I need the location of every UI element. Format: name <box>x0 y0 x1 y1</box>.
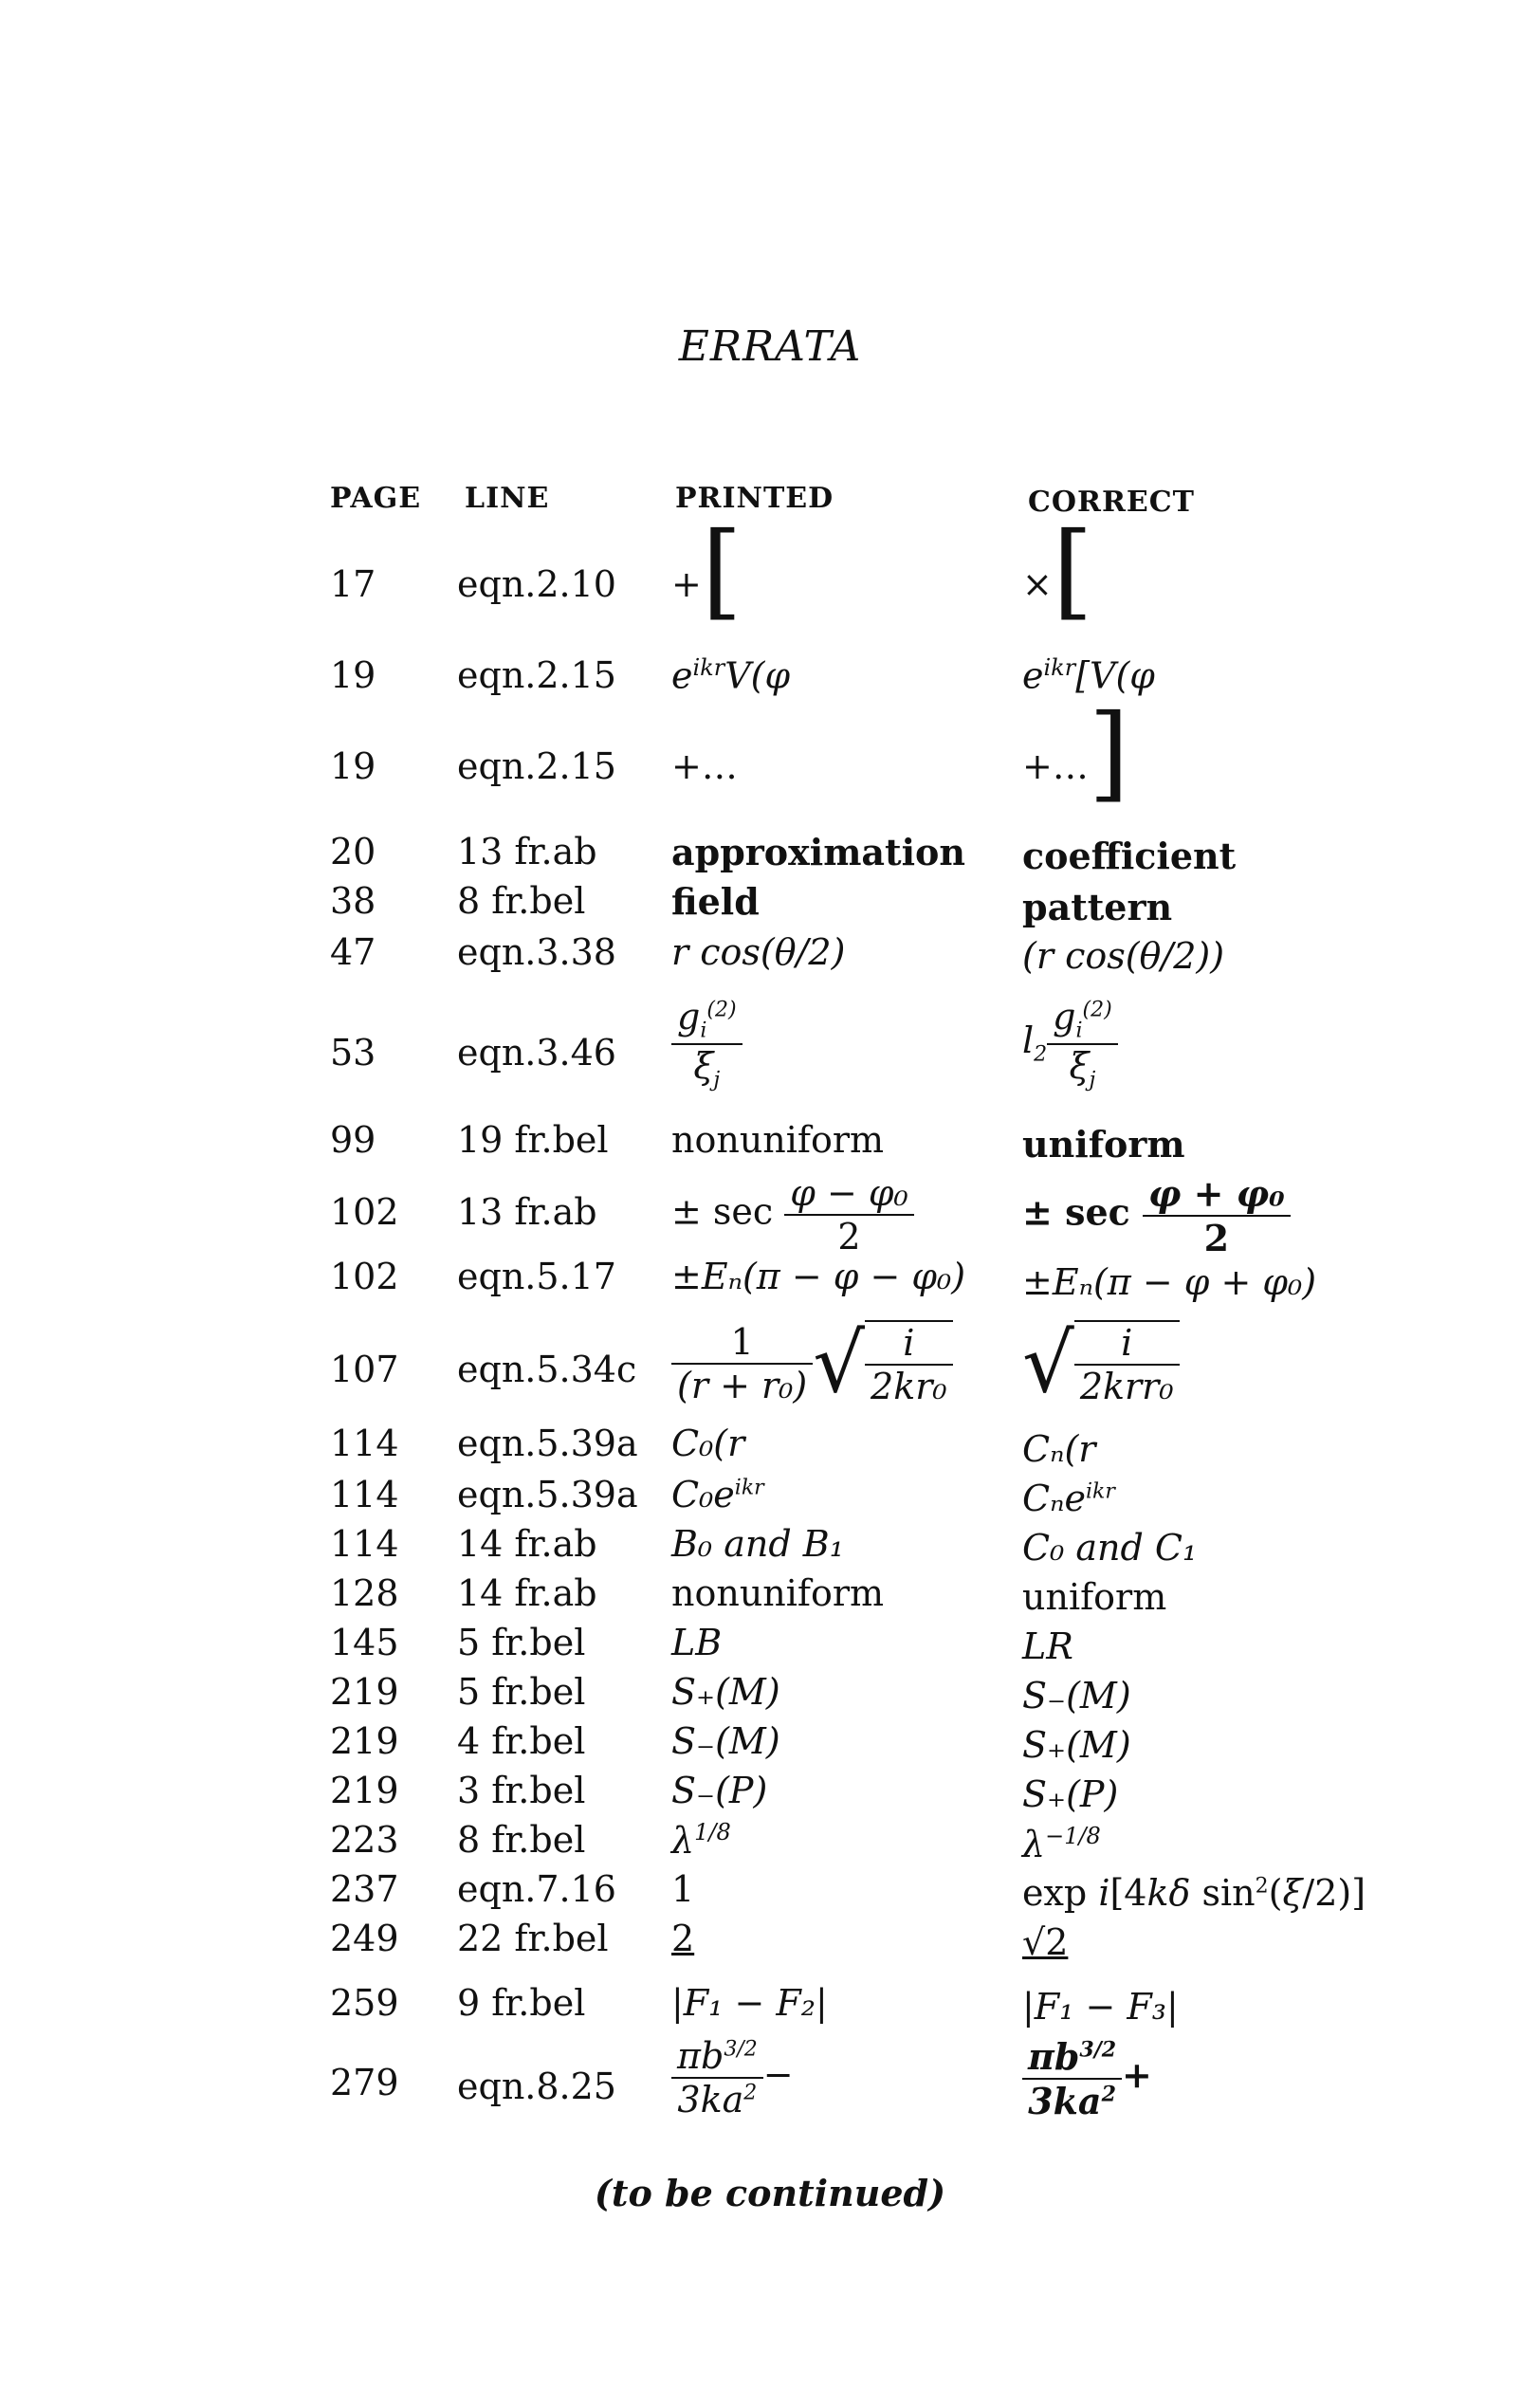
row-line: 5 fr.bel <box>457 1671 586 1713</box>
row-printed: r cos(θ/2) <box>671 931 846 973</box>
row-correct: $\lambda^{-1/8}$ <box>1022 1823 1101 1865</box>
row-line: eqn.5.39a <box>457 1474 638 1515</box>
row-correct: exp i[4kδ $\sin^2(\xi/2)$] <box>1022 1872 1366 1914</box>
row-page: 219 <box>330 1671 399 1713</box>
row-printed: nonuniform <box>671 1572 885 1614</box>
row-page: 19 <box>330 745 376 787</box>
row-page: 279 <box>330 2062 399 2103</box>
row-printed: ±Eₙ(π − φ − φ₀) <box>671 1256 966 1297</box>
row-printed: $\lambda^{1/8}$ <box>671 1819 731 1862</box>
row-line: 13 fr.ab <box>457 1191 597 1233</box>
page-title: ERRATA <box>678 322 862 371</box>
row-line: eqn.7.16 <box>457 1868 616 1910</box>
row-page: 102 <box>330 1256 399 1297</box>
row-line: 4 fr.bel <box>457 1720 586 1762</box>
row-line: 3 fr.bel <box>457 1770 586 1811</box>
row-line: eqn.3.38 <box>457 931 616 973</box>
row-printed: 1 <box>671 1868 695 1910</box>
row-printed: $\frac{\pi b^{3/2}}{3ka^2}$ − <box>671 2035 794 2121</box>
row-page: 38 <box>330 880 376 922</box>
row-line: eqn.5.39a <box>457 1423 638 1464</box>
row-printed: ± sec $\frac{\text{φ − φ₀}}{2}$ <box>671 1172 914 1258</box>
row-line: eqn.8.25 <box>457 2066 616 2107</box>
row-correct: uniform <box>1022 1576 1167 1618</box>
row-page: 17 <box>330 563 376 605</box>
row-correct: √2 <box>1022 1921 1069 1963</box>
row-page: 47 <box>330 931 376 973</box>
row-line: eqn.3.46 <box>457 1032 616 1074</box>
row-page: 107 <box>330 1349 399 1390</box>
row-printed: |F₁ − F₂| <box>671 1982 828 2024</box>
row-correct: ±Eₙ(π − φ + φ₀) <box>1022 1261 1317 1303</box>
row-correct: ± sec $\frac{\text{φ + φ₀}}{2}$ <box>1022 1172 1291 1259</box>
row-correct: S₊(P) <box>1022 1773 1119 1815</box>
row-printed: field <box>671 880 760 923</box>
row-line: 13 fr.ab <box>457 831 597 872</box>
row-printed: $C_0e^{ikr}$ <box>671 1474 764 1515</box>
row-line: 5 fr.bel <box>457 1622 586 1663</box>
row-printed: S₊(M) <box>671 1671 780 1713</box>
row-line: eqn.2.15 <box>457 654 616 696</box>
row-line: eqn.2.15 <box>457 745 616 787</box>
row-page: 20 <box>330 831 376 872</box>
row-page: 53 <box>330 1032 376 1074</box>
row-printed: 2 <box>671 1918 695 1959</box>
row-correct: |F₁ − F₃| <box>1022 1986 1179 2028</box>
row-correct: pattern <box>1022 886 1173 928</box>
row-page: 128 <box>330 1572 399 1614</box>
row-page: 219 <box>330 1770 399 1811</box>
row-line: 22 fr.bel <box>457 1918 609 1959</box>
footer-note: (to be continued) <box>594 2172 946 2214</box>
row-correct: S₋(M) <box>1022 1675 1131 1717</box>
row-correct: uniform <box>1022 1123 1185 1166</box>
row-correct: Cₙ(r <box>1022 1428 1096 1470</box>
row-correct: (r cos(θ/2)) <box>1022 935 1225 977</box>
row-correct: S₊(M) <box>1022 1724 1131 1766</box>
row-printed: nonuniform <box>671 1119 885 1161</box>
row-printed: S₋(P) <box>671 1770 768 1811</box>
header-correct: CORRECT <box>1028 486 1195 519</box>
row-page: 99 <box>330 1119 376 1161</box>
row-page: 259 <box>330 1982 399 2024</box>
row-printed: +[ <box>671 509 742 631</box>
row-page: 237 <box>330 1868 399 1910</box>
row-correct: $\frac{\pi b^{3/2}}{3ka^2}$ + <box>1022 2035 1152 2122</box>
row-line: eqn.2.10 <box>457 563 616 605</box>
row-page: 114 <box>330 1423 399 1464</box>
row-correct: ×[ <box>1022 509 1093 631</box>
row-printed: S₋(M) <box>671 1720 780 1762</box>
row-printed: B₀ and B₁ <box>671 1523 844 1565</box>
row-line: 14 fr.ab <box>457 1523 597 1565</box>
row-page: 249 <box>330 1918 399 1959</box>
row-correct: +…] <box>1022 691 1129 813</box>
row-printed: +… <box>671 745 738 787</box>
row-page: 145 <box>330 1622 399 1663</box>
row-correct: $l_2$ $\frac{g_i^{(2)}}{\xi_j}$ <box>1022 996 1118 1092</box>
row-line: eqn.5.34c <box>457 1349 637 1390</box>
row-correct: $e^{ikr}[V(\varphi$ <box>1022 654 1155 697</box>
row-line: 14 fr.ab <box>457 1572 597 1614</box>
row-printed: $\frac{g_i^{(2)}}{\xi_j}$ <box>671 996 742 1092</box>
header-printed: PRINTED <box>675 482 834 515</box>
row-line: 19 fr.bel <box>457 1119 609 1161</box>
row-printed: $e^{ikr}V(\varphi$ <box>671 654 791 697</box>
row-correct: Cₙe$^{ikr}$ <box>1022 1478 1115 1519</box>
row-page: 102 <box>330 1191 399 1233</box>
row-page: 223 <box>330 1819 399 1861</box>
row-printed: approximation <box>671 831 966 873</box>
row-printed: LB <box>671 1622 723 1663</box>
row-page: 114 <box>330 1523 399 1565</box>
row-page: 19 <box>330 654 376 696</box>
row-line: 9 fr.bel <box>457 1982 586 2024</box>
row-page: 219 <box>330 1720 399 1762</box>
row-correct: C₀ and C₁ <box>1022 1527 1198 1569</box>
header-line: LINE <box>465 482 550 515</box>
row-line: eqn.5.17 <box>457 1256 616 1297</box>
row-line: 8 fr.bel <box>457 880 586 922</box>
header-page: PAGE <box>330 482 422 515</box>
row-correct: √ $\frac{i}{\text{2krr₀}}$ <box>1022 1316 1180 1411</box>
row-printed: $\frac{1}{\text{(r + r₀)}}$ √ $\frac{i}{\text{2kr₀}}$ <box>671 1316 953 1411</box>
row-line: 8 fr.bel <box>457 1819 586 1861</box>
row-printed: C₀(r <box>671 1423 745 1464</box>
row-correct: coefficient <box>1022 835 1237 877</box>
row-correct: LR <box>1022 1625 1073 1667</box>
row-page: 114 <box>330 1474 399 1515</box>
